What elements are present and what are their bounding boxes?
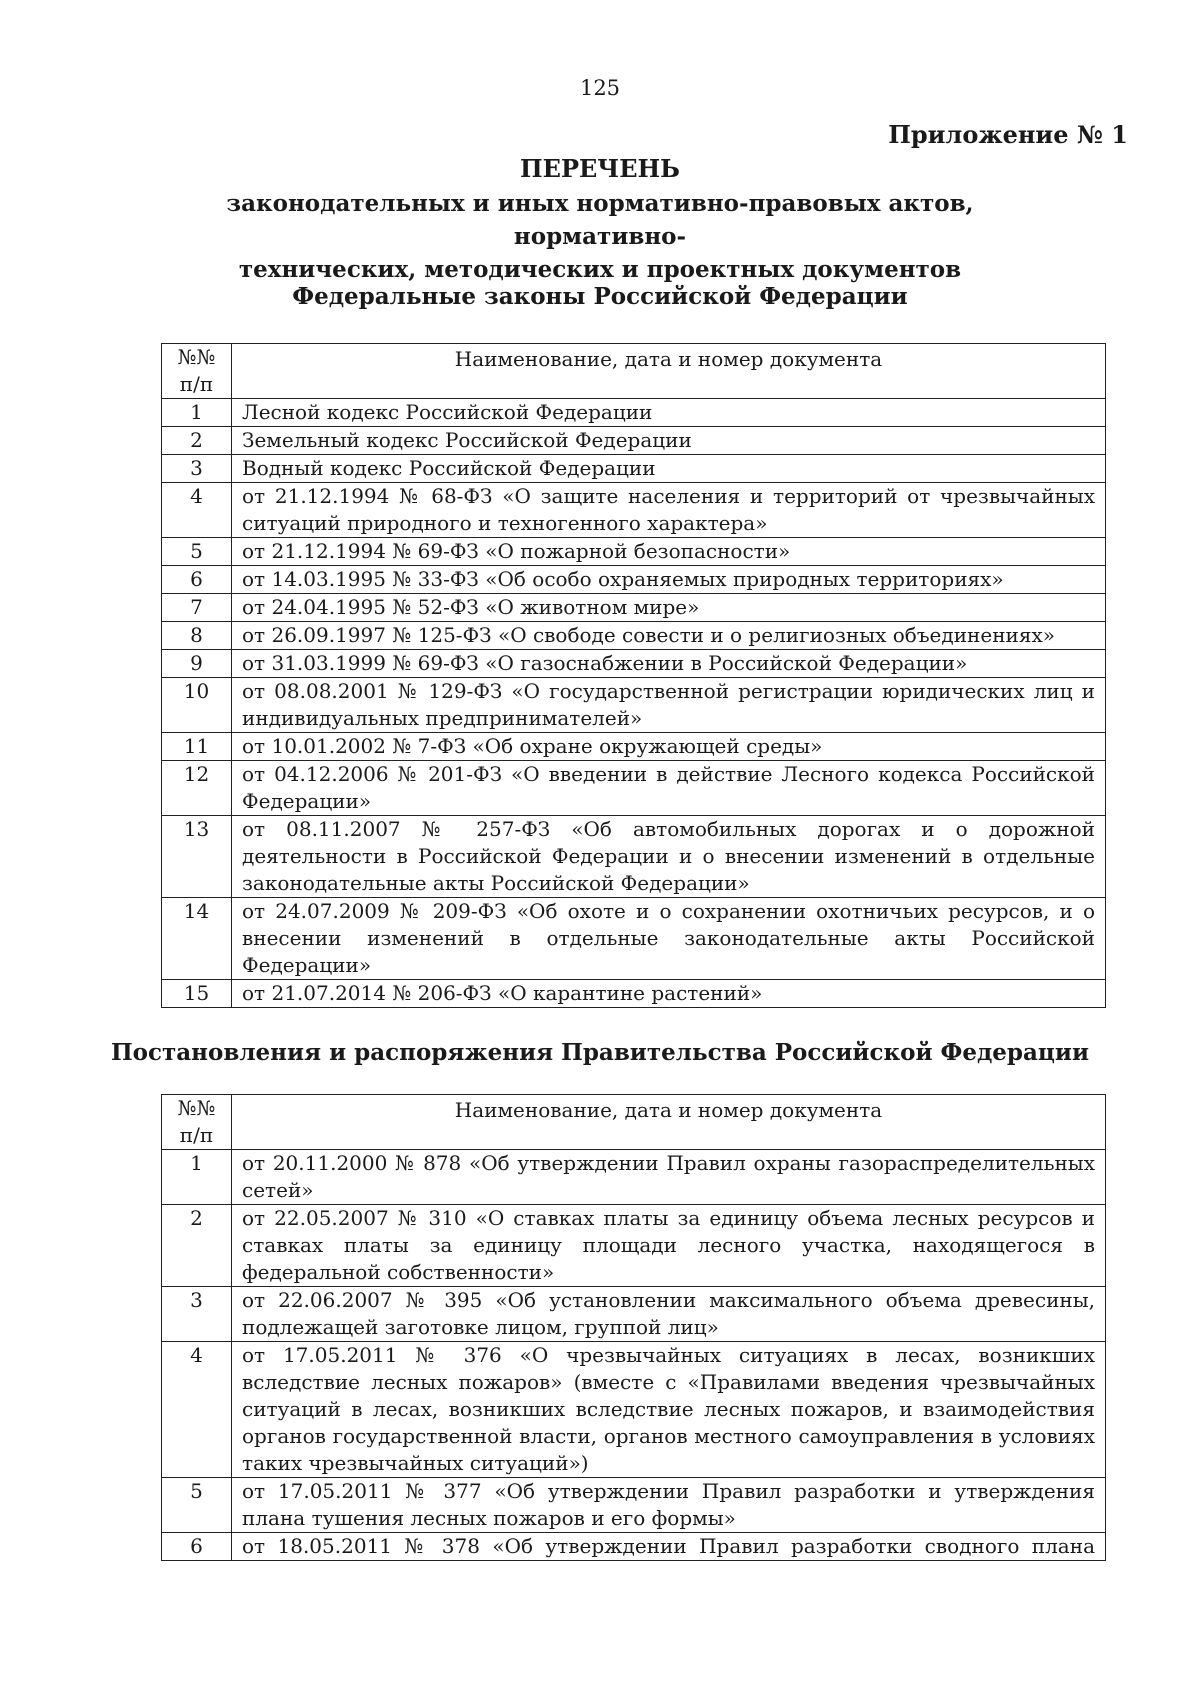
row-number: 1 <box>162 1150 232 1205</box>
table-row <box>162 1150 1106 1205</box>
row-document: от 24.04.1995 № 52-ФЗ «О животном мире» <box>232 594 1106 622</box>
government-decrees-table <box>161 1094 1106 1561</box>
row-number: 4 <box>162 1342 232 1478</box>
row-document: от 22.05.2007 № 310 «О ставках платы за единицу объема лесных ресурсов и ставках платы за единицу площади лесного участка, находящегося в федеральной собственности» <box>232 1205 1106 1287</box>
row-number: 6 <box>162 1533 232 1561</box>
subtitle-line: законодательных и иных нормативно-правовых актов, нормативно- <box>226 190 974 250</box>
table-row <box>162 1342 1106 1478</box>
table-row <box>162 1533 1106 1561</box>
row-number: 8 <box>162 622 232 650</box>
table-row <box>162 980 1106 1008</box>
table-row <box>162 566 1106 594</box>
table-row <box>162 1287 1106 1342</box>
page-number: 125 <box>579 76 621 100</box>
header-name: Наименование, дата и номер документа <box>232 1095 1106 1150</box>
section-title-federal-laws: Федеральные законы Российской Федерации <box>292 283 908 310</box>
table-row <box>162 761 1106 816</box>
table-row <box>162 678 1106 733</box>
row-number: 6 <box>162 566 232 594</box>
row-document: от 24.07.2009 № 209-ФЗ «Об охоте и о сохранении охотничьих ресурсов, и о внесении изменений в отдельные законодательные акты Российской Федерации» <box>232 898 1106 980</box>
row-number: 10 <box>162 678 232 733</box>
table-row <box>162 622 1106 650</box>
row-document: Лесной кодекс Российской Федерации <box>232 399 1106 427</box>
row-document: от 31.03.1999 № 69-ФЗ «О газоснабжении в Российской Федерации» <box>232 650 1106 678</box>
subtitle-line: технических, методических и проектных документов <box>238 256 962 283</box>
row-document-text: от 18.05.2011 № 378 «Об утверждении Правил разработки сводного плана <box>242 1534 1095 1558</box>
table-row <box>162 427 1106 455</box>
row-number: 11 <box>162 733 232 761</box>
table-row <box>162 483 1106 538</box>
row-document: Водный кодекс Российской Федерации <box>232 455 1106 483</box>
row-document <box>232 1533 1106 1561</box>
table-row <box>162 733 1106 761</box>
row-document: от 08.11.2007 № 257-ФЗ «Об автомобильных дорогах и о дорожной деятельности в Российской Федерации и о внесении изменений в отдельные законодательные акты Российской Федерации» <box>232 816 1106 898</box>
document-subtitle <box>180 187 1020 286</box>
table-header-row <box>162 344 1106 399</box>
row-document: от 20.11.2000 № 878 «Об утверждении Правил охраны газораспределительных сетей» <box>232 1150 1106 1205</box>
row-number: 12 <box>162 761 232 816</box>
table-row <box>162 1478 1106 1533</box>
row-number: 1 <box>162 399 232 427</box>
row-document: от 26.09.1997 № 125-ФЗ «О свободе совести и о религиозных объединениях» <box>232 622 1106 650</box>
document-title: ПЕРЕЧЕНЬ <box>520 154 680 183</box>
header-name: Наименование, дата и номер документа <box>232 344 1106 399</box>
row-number: 9 <box>162 650 232 678</box>
row-document: от 21.12.1994 № 68-ФЗ «О защите населения и территорий от чрезвычайных ситуаций природного и техногенного характера» <box>232 483 1106 538</box>
row-number: 15 <box>162 980 232 1008</box>
row-document: Земельный кодекс Российской Федерации <box>232 427 1106 455</box>
row-number: 3 <box>162 1287 232 1342</box>
row-document: от 17.05.2011 № 376 «О чрезвычайных ситуациях в лесах, возникших вследствие лесных пожаров» (вместе с «Правилами введения чрезвычайных ситуаций в лесах, возникших вследствие лесных пожаров, и взаимодействия органов государственной власти, органов местного самоуправления в условиях таких чрезвычайных ситуаций») <box>232 1342 1106 1478</box>
table-row <box>162 399 1106 427</box>
row-document: от 04.12.2006 № 201-ФЗ «О введении в действие Лесного кодекса Российской Федерации» <box>232 761 1106 816</box>
row-document: от 10.01.2002 № 7-ФЗ «Об охране окружающей среды» <box>232 733 1106 761</box>
row-number: 14 <box>162 898 232 980</box>
row-document: от 08.08.2001 № 129-ФЗ «О государственной регистрации юридических лиц и индивидуальных предпринимателей» <box>232 678 1106 733</box>
row-number: 13 <box>162 816 232 898</box>
row-document: от 14.03.1995 № 33-ФЗ «Об особо охраняемых природных территориях» <box>232 566 1106 594</box>
row-number: 2 <box>162 1205 232 1287</box>
table-row <box>162 594 1106 622</box>
table-row <box>162 898 1106 980</box>
header-num: №№ п/п <box>162 344 232 399</box>
header-num: №№ п/п <box>162 1095 232 1150</box>
row-number: 4 <box>162 483 232 538</box>
table-header-row <box>162 1095 1106 1150</box>
row-document: от 22.06.2007 № 395 «Об установлении максимального объема древесины, подлежащей заготовке лицом, группой лиц» <box>232 1287 1106 1342</box>
row-number: 7 <box>162 594 232 622</box>
table-row <box>162 538 1106 566</box>
row-number: 3 <box>162 455 232 483</box>
section-title-government-decrees: Постановления и распоряжения Правительства Российской Федерации <box>110 1039 1090 1066</box>
row-number: 5 <box>162 1478 232 1533</box>
federal-laws-table <box>161 343 1106 1008</box>
table-row <box>162 650 1106 678</box>
appendix-label: Приложение № 1 <box>888 120 1128 149</box>
row-document: от 21.12.1994 № 69-ФЗ «О пожарной безопасности» <box>232 538 1106 566</box>
table-row <box>162 1205 1106 1287</box>
row-number: 5 <box>162 538 232 566</box>
table-row <box>162 455 1106 483</box>
row-number: 2 <box>162 427 232 455</box>
table-row <box>162 816 1106 898</box>
row-document: от 17.05.2011 № 377 «Об утверждении Правил разработки и утверждения плана тушения лесных пожаров и его формы» <box>232 1478 1106 1533</box>
federal-laws-table-body <box>162 399 1106 1008</box>
government-decrees-table-body <box>162 1150 1106 1561</box>
row-document: от 21.07.2014 № 206-ФЗ «О карантине растений» <box>232 980 1106 1008</box>
